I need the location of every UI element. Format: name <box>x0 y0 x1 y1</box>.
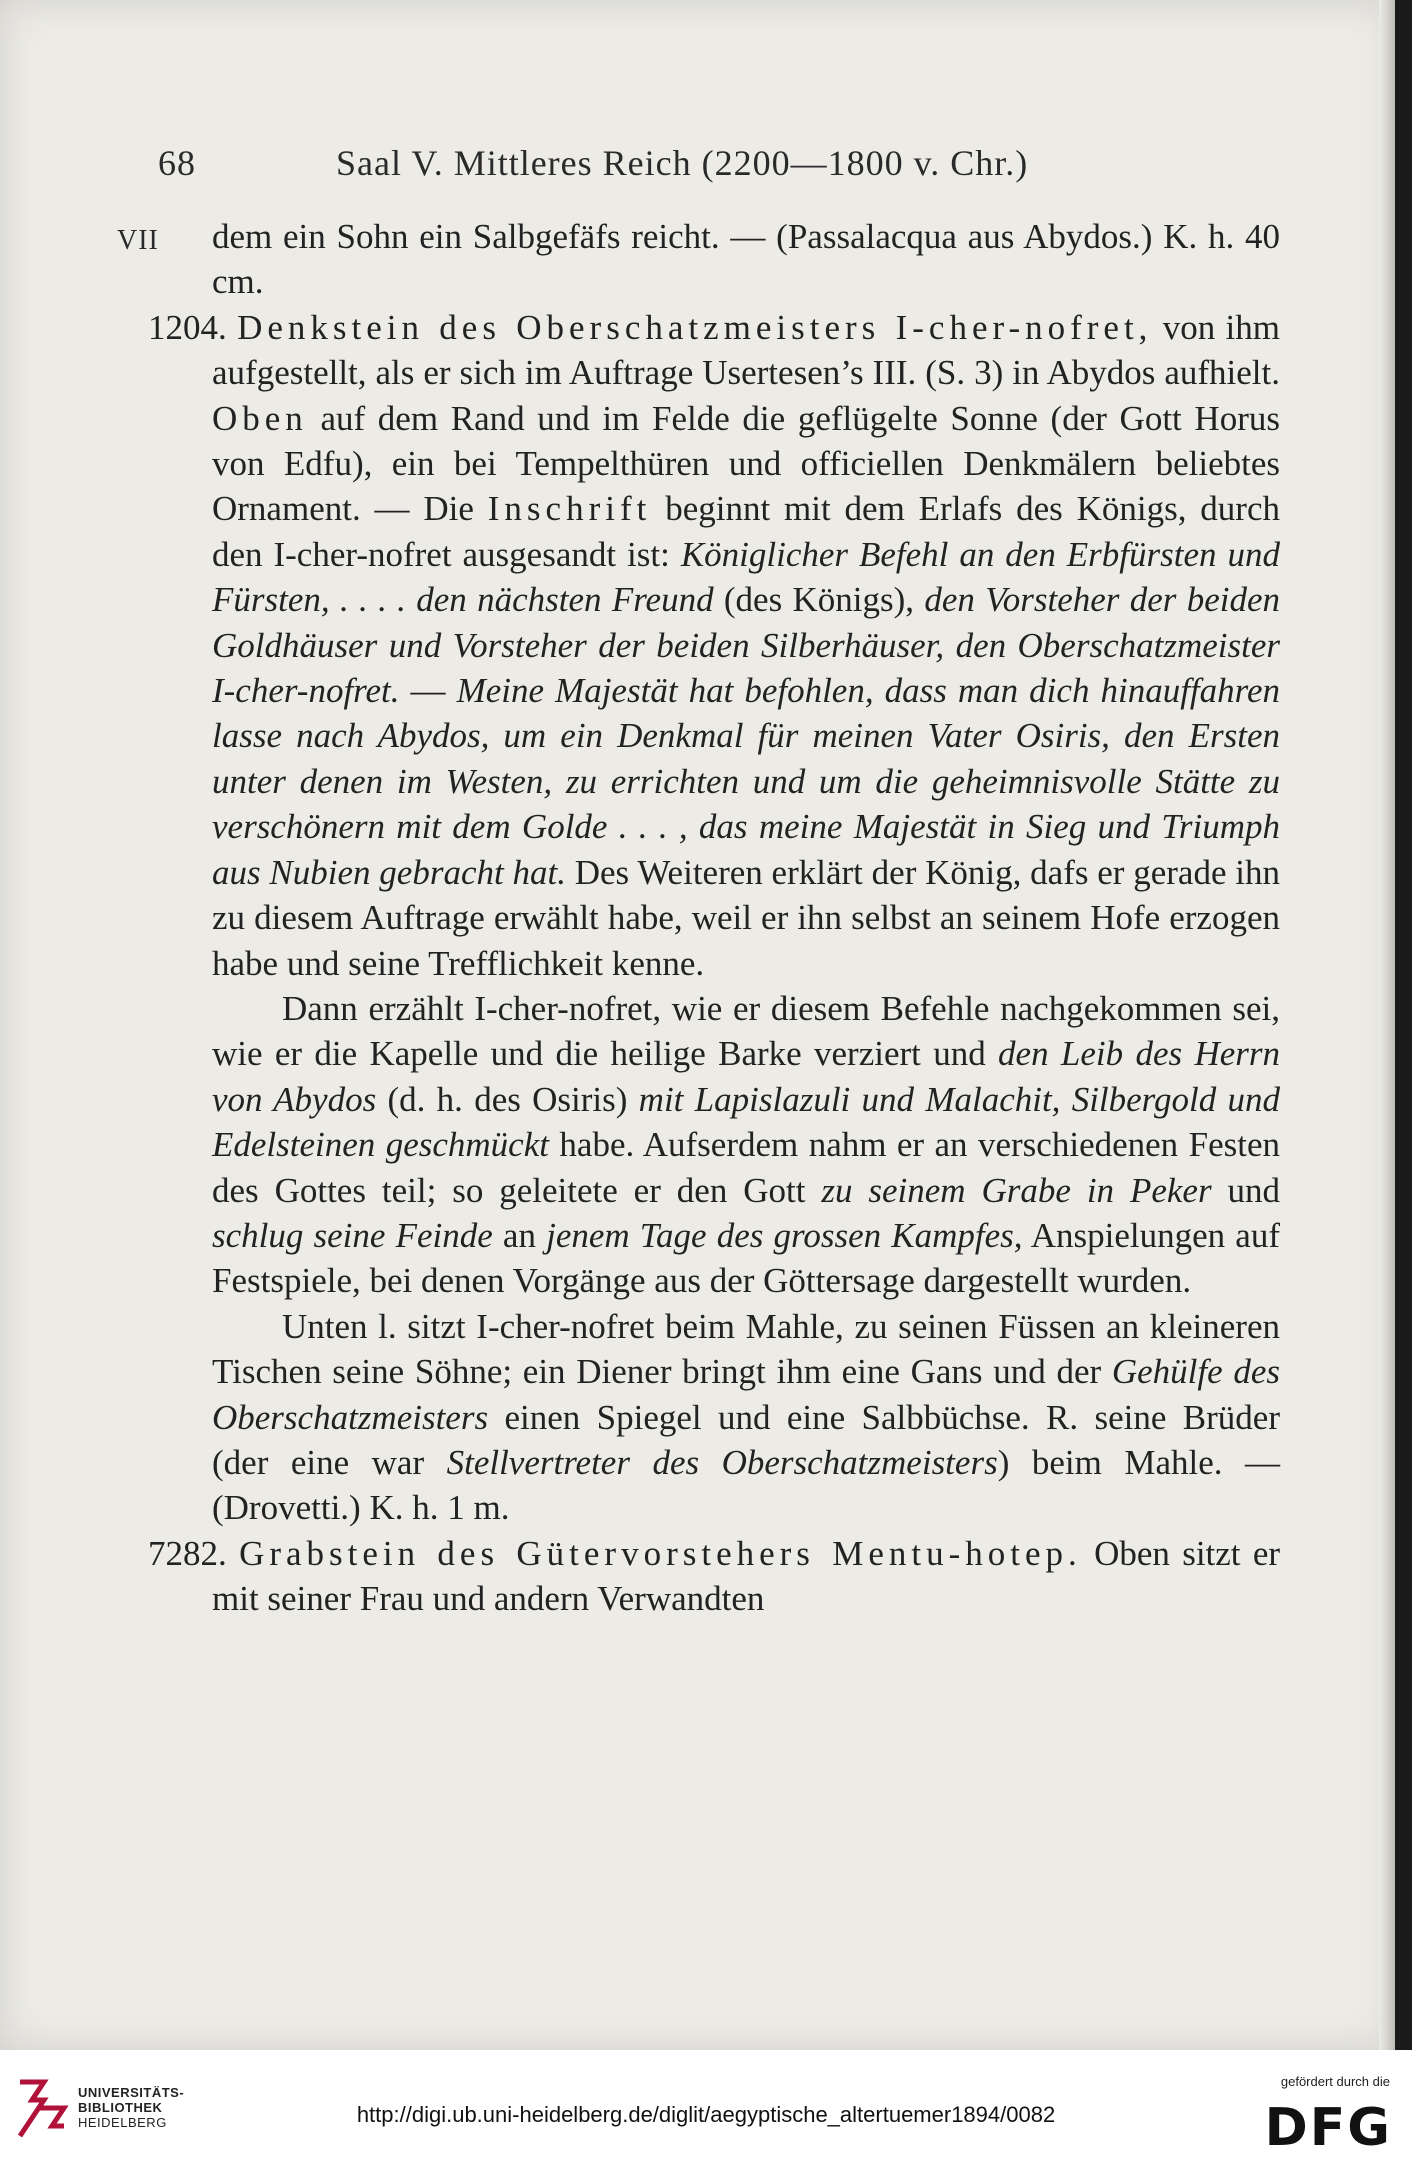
paragraph-text: habe. Aufserdem nahm er an verschiedenen Festen des Gottes teil; so geleitete er den Gott <box>212 1125 1280 1210</box>
running-title: Saal V. Mittleres Reich (2200—1800 v. Chr.) <box>336 143 1029 183</box>
quoted-inscription: jenem Tage des grossen Kampfes, <box>546 1215 1023 1255</box>
entry-text: beginnt mit dem Erlafs des Königs, durch den I-cher-nofret ausgesandt ist: <box>212 489 1280 574</box>
spaced-word: Oben <box>212 398 308 438</box>
quoted-inscription: den Vorsteher der beiden Goldhäuser und Vorsteher der beiden Silberhäuser, den Oberschatzmeister I-cher-nofret. <box>212 580 1280 711</box>
paragraph-text: Anspielungen auf Festspiele, bei denen Vorgänge aus der Göttersage dargestellt wurden. <box>212 1215 1280 1301</box>
paragraph-text: Dann erzählt I-cher-nofret, wie er diesem Befehle nachgekommen sei, wie er die Kapelle und die heilige Barke verziert und <box>212 988 1280 1074</box>
digitization-footer <box>0 2050 1412 2175</box>
paragraph <box>212 1304 1280 1531</box>
paragraph <box>212 986 1280 1304</box>
paragraph-text: ) beim Mahle. — (Drovetti.) K. h. 1 m. <box>212 1442 1280 1528</box>
paragraph-text: und <box>1211 1170 1280 1210</box>
quoted-inscription: zu seinem Grabe in Peker <box>821 1170 1212 1210</box>
library-name-line: UNIVERSITÄTS- <box>78 2085 185 2100</box>
entry-text: Oben sitzt er mit seiner Frau und andern Verwandten <box>212 1533 1281 1619</box>
source-url-link[interactable]: http://digi.ub.uni-heidelberg.de/diglit/aegyptische_altertuemer1894/0082 <box>356 2102 1056 2127</box>
entry-text: Des Weiteren erklärt der König, dafs er gerade ihn zu diesem Auftrage erwählt habe, weil er ihn selbst an seinem Hofe erzogen habe und seine Trefflichkeit kenne. <box>212 852 1280 983</box>
funding-note: gefördert durch die <box>1280 2074 1390 2089</box>
paragraph-text: an <box>492 1215 547 1255</box>
paragraph-text: Unten l. sitzt I-cher-nofret beim Mahle, zu seinen Füssen an kleineren Tischen seine Söhne; ein Diener bringt ihm eine Gans und der <box>212 1306 1280 1392</box>
entry-vii-continuation: dem ein Sohn ein Salbgefäfs reicht. — (Passalacqua aus Abydos.) K. h. 40 cm. <box>212 217 1280 302</box>
entry-title: Grabstein des Gütervorstehers Mentu-hotep. <box>239 1533 1082 1573</box>
entry-number: 1204. <box>148 307 227 347</box>
quoted-inscription: Gehülfe des Oberschatzmeisters <box>212 1352 1280 1437</box>
paragraph-text: einen Spiegel und eine Salbbüchse. R. seine Brüder (der eine war <box>212 1397 1280 1482</box>
library-name-line: BIBLIOTHEK <box>78 2100 163 2115</box>
paragraph-text: (d. h. des Osiris) <box>376 1079 639 1119</box>
quoted-inscription: Königlicher Befehl an den Erbfürsten und Fürsten, . . . . den nächsten Freund <box>212 534 1280 620</box>
quoted-inscription: Meine Majestät hat befohlen, dass man dich hinauffahren lasse nach Abydos, um ein Denkmal für meinen Vater Osiris, den Ersten unter denen im Westen, zu errichten und um die geheimnisvolle Stätte zu verschönern mit dem Golde . . . , das meine Majestät in Sieg und Triumph aus Nubien gebracht hat. <box>212 671 1281 892</box>
page-number: 68 <box>158 143 196 183</box>
library-name-line: HEIDELBERG <box>78 2115 167 2130</box>
dfg-logo: DFG <box>1264 2098 1392 2158</box>
entry-text: von ihm aufgestellt, als er sich im Auftrage Usertesen’s III. (S. 3) in Abydos aufhielt. <box>212 307 1281 393</box>
entry-number: 7282. <box>148 1533 227 1573</box>
quoted-inscription: den Leib des Herrn von Abydos <box>212 1034 1281 1119</box>
entry-1204 <box>148 305 1281 986</box>
spaced-word: Inschrift <box>487 489 652 529</box>
entry-7282 <box>148 1531 1281 1622</box>
quoted-inscription: Stellvertreter des Oberschatzmeisters <box>446 1442 998 1482</box>
quoted-inscription: schlug seine Feinde <box>212 1215 493 1255</box>
body-text <box>148 214 1281 1622</box>
entry-text: (des Königs), <box>713 580 925 620</box>
side-marker: VII <box>117 225 159 256</box>
entry-text: auf dem Rand und im Felde die geflügelte Sonne (der Gott Horus von Edfu), ein bei Tempelthüren und officiellen Denkmälern beliebtes Ornament. — Die <box>212 398 1280 529</box>
entry-text: — <box>399 671 457 711</box>
entry-title: Denkstein des Oberschatzmeisters I-cher-nofret, <box>237 307 1153 347</box>
quoted-inscription: mit Lapislazuli und Malachit, Silbergold und Edelsteinen geschmückt <box>212 1079 1281 1165</box>
